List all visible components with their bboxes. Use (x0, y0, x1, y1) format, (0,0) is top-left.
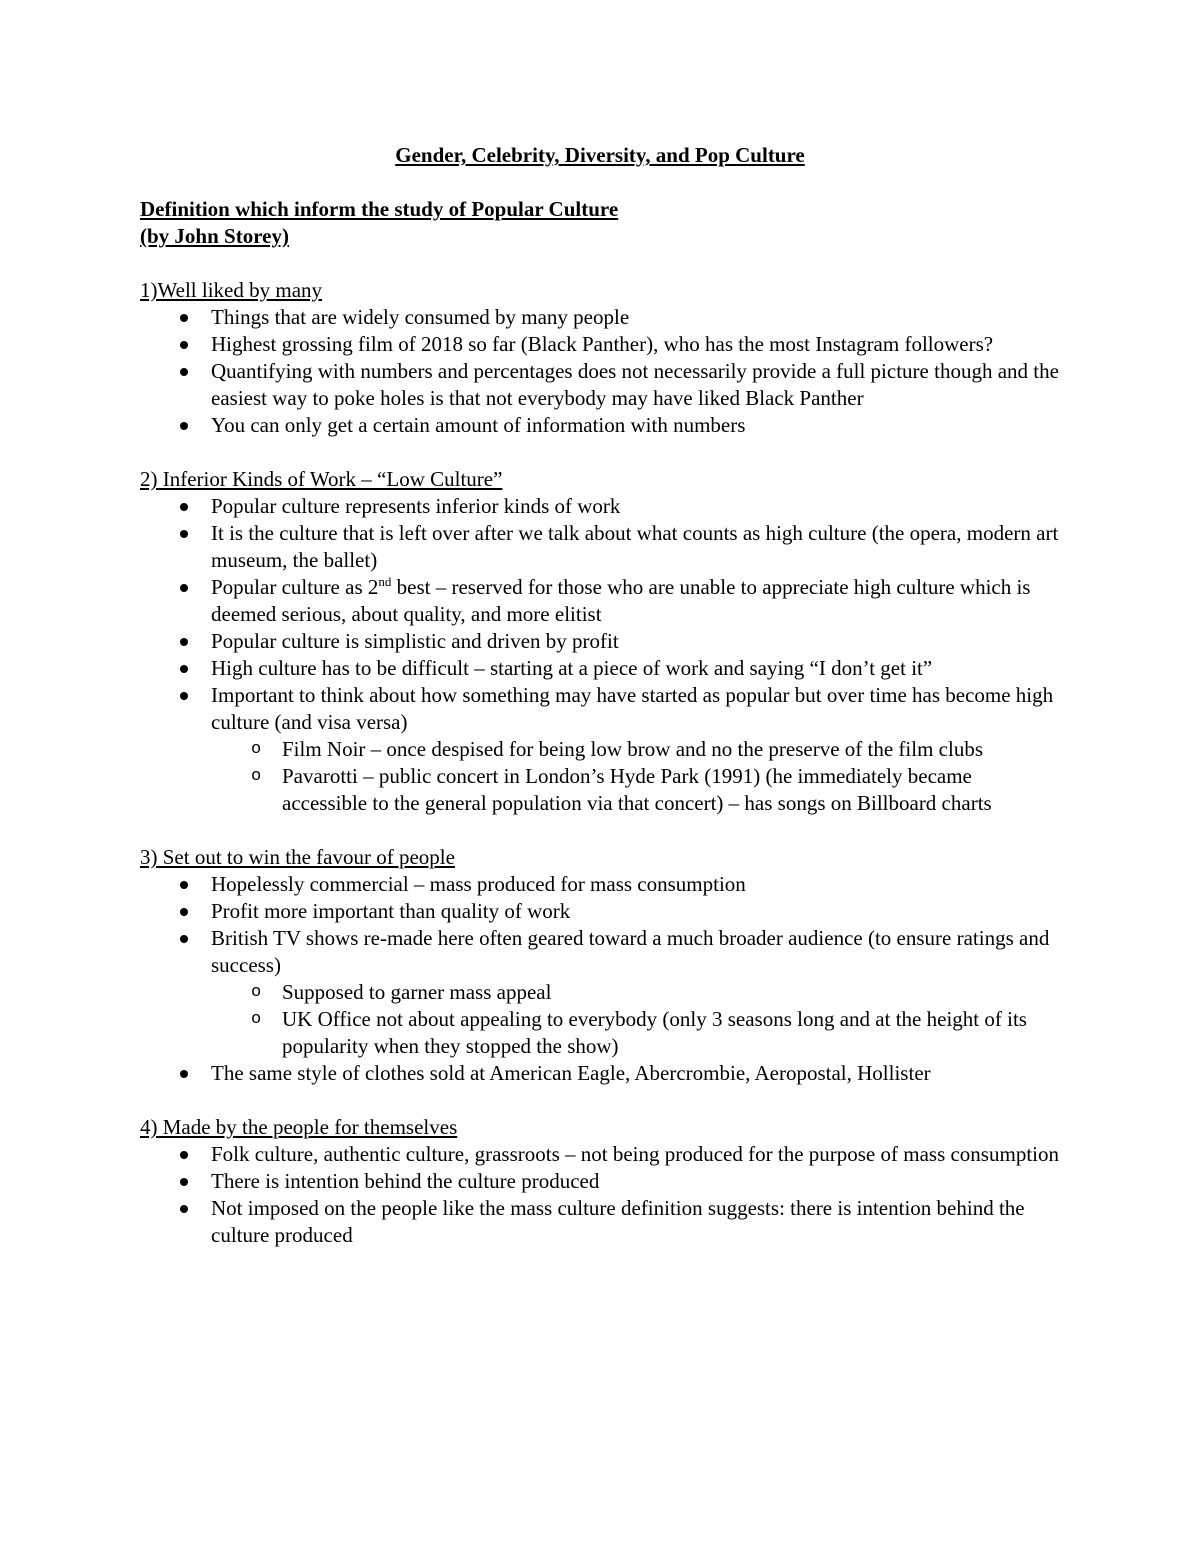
bullet-item: It is the culture that is left over after we talk about what counts as high culture (the opera, modern art museum, the ballet) (140, 520, 1060, 574)
sub-bullet-list (211, 979, 1060, 1060)
section-heading: 1)Well liked by many (140, 278, 323, 302)
bullet-item (140, 574, 1060, 628)
bullet-item: The same style of clothes sold at American Eagle, Abercrombie, Aeropostal, Hollister (140, 1060, 1060, 1087)
section-inferior-work (140, 466, 1060, 817)
bullet-item: High culture has to be difficult – starting at a piece of work and saying “I don’t get it” (140, 655, 1060, 682)
bullet-item: Profit more important than quality of work (140, 898, 1060, 925)
section-heading: 4) Made by the people for themselves (140, 1115, 458, 1139)
bullet-item: You can only get a certain amount of information with numbers (140, 412, 1060, 439)
bullet-item: Popular culture is simplistic and driven by profit (140, 628, 1060, 655)
definition-heading-line-1: Definition which inform the study of Popular Culture (140, 197, 619, 221)
ordinal-superscript: nd (378, 574, 392, 589)
bullet-item (140, 682, 1060, 817)
sub-bullet-item: o Supposed to garner mass appeal (211, 979, 1060, 1006)
section-well-liked (140, 277, 1060, 439)
bullet-item: Hopelessly commercial – mass produced for mass consumption (140, 871, 1060, 898)
sub-bullet-item: o UK Office not about appealing to everybody (only 3 seasons long and at the height of its popularity when they stopped the show) (211, 1006, 1060, 1060)
bullet-item (140, 925, 1060, 1060)
bullet-item: Highest grossing film of 2018 so far (Black Panther), who has the most Instagram followers? (140, 331, 1060, 358)
definition-heading-line-2: (by John Storey) (140, 224, 289, 248)
bullet-text: British TV shows re-made here often geared toward a much broader audience (to ensure ratings and success) (211, 926, 1050, 977)
document-page (140, 140, 1060, 1276)
sub-bullet-item: o Pavarotti – public concert in London’s Hyde Park (1991) (he immediately became accessible to the general population via that concert) – has songs on Billboard charts (211, 763, 1060, 817)
bullet-list (140, 304, 1060, 439)
section-made-by-people (140, 1114, 1060, 1249)
bullet-list (140, 493, 1060, 817)
section-heading: 3) Set out to win the favour of people (140, 845, 455, 869)
sub-bullet-list (211, 736, 1060, 817)
bullet-list (140, 1141, 1060, 1249)
bullet-item: There is intention behind the culture produced (140, 1168, 1060, 1195)
bullet-text-part: Popular culture as 2 (211, 575, 379, 599)
section-heading: 2) Inferior Kinds of Work – “Low Culture” (140, 467, 503, 491)
bullet-text-part: best – reserved for those who are unable to appreciate high culture which is deemed serious, about quality, and more elitist (211, 575, 1031, 626)
bullet-item: Quantifying with numbers and percentages does not necessarily provide a full picture though and the easiest way to poke holes is that not everybody may have liked Black Panther (140, 358, 1060, 412)
sub-bullet-item: o Film Noir – once despised for being low brow and no the preserve of the film clubs (211, 736, 1060, 763)
bullet-item: Things that are widely consumed by many people (140, 304, 1060, 331)
document-title: Gender, Celebrity, Diversity, and Pop Culture (395, 143, 805, 167)
bullet-text: Important to think about how something may have started as popular but over time has become high culture (and visa versa) (211, 683, 1054, 734)
definition-heading (140, 196, 1060, 250)
bullet-item: Folk culture, authentic culture, grassroots – not being produced for the purpose of mass consumption (140, 1141, 1060, 1168)
bullet-item: Popular culture represents inferior kinds of work (140, 493, 1060, 520)
section-win-favour (140, 844, 1060, 1087)
bullet-list (140, 871, 1060, 1087)
bullet-item: Not imposed on the people like the mass culture definition suggests: there is intention behind the culture produced (140, 1195, 1060, 1249)
